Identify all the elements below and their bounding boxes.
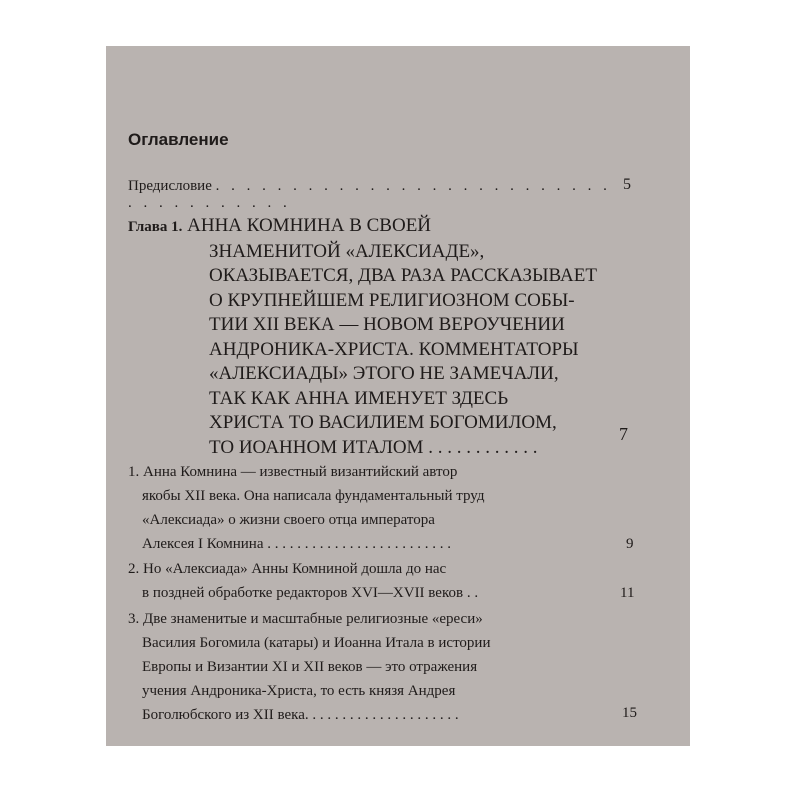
preface-label: Предисловие — [128, 178, 212, 194]
section-1-page-number: 9 — [626, 536, 634, 552]
section-line: в поздней обработке редакторов XVI—XVII веков . . — [142, 585, 479, 601]
section-line: учения Андроника-Христа, то есть князя Андрея — [142, 683, 456, 699]
toc-heading: Оглавление — [128, 130, 229, 149]
chapter-lead: Глава 1. — [128, 219, 183, 235]
section-line: 2. Но «Алексиада» Анны Комниной дошла до нас — [128, 561, 447, 577]
chapter-line: АНДРОНИКА-ХРИСТА. КОММЕНТАТОРЫ — [209, 338, 579, 360]
section-2-page-number: 11 — [620, 585, 635, 601]
chapter-line: ТО ИОАННОМ ИТАЛОМ . . . . . . . . . . . . — [209, 436, 538, 458]
toc-entry-preface[interactable] — [128, 176, 631, 212]
chapter-line: ЗНАМЕНИТОЙ «АЛЕКСИАДЕ», — [209, 240, 485, 262]
book-page — [106, 46, 690, 746]
toc-entry-section-3[interactable] — [128, 607, 637, 727]
section-line: Боголюбского из XII века. . . . . . . . . . . . . . . . . . . . . — [142, 707, 459, 723]
chapter-1-page-number: 7 — [619, 424, 628, 444]
preface-dots: . . . . . . . . . . . . . . . . . . . . . . . . . . . . . . . . . . . . . — [128, 178, 611, 211]
toc-entry-section-1[interactable] — [128, 460, 634, 556]
section-line: Василия Богомила (катары) и Иоанна Итала в истории — [142, 635, 491, 651]
section-3-page-number: 15 — [622, 705, 637, 721]
section-line: 1. Анна Комнина — известный византийский автор — [128, 464, 458, 480]
chapter-line: АННА КОМНИНА В СВОЕЙ — [187, 215, 432, 236]
section-line: «Алексиада» о жизни своего отца императора — [142, 512, 435, 528]
chapter-line: ХРИСТА ТО ВАСИЛИЕМ БОГОМИЛОМ, — [209, 412, 557, 433]
toc-entry-section-2[interactable] — [128, 557, 635, 605]
section-line: 3. Две знаменитые и масштабные религиозные «ереси» — [128, 611, 483, 627]
chapter-line: ОКАЗЫВАЕТСЯ, ДВА РАЗА РАССКАЗЫВАЕТ — [209, 265, 597, 286]
chapter-line: О КРУПНЕЙШЕМ РЕЛИГИОЗНОМ СОБЫ- — [209, 289, 575, 311]
chapter-line: ТАК КАК АННА ИМЕНУЕТ ЗДЕСЬ — [209, 387, 509, 409]
toc-entry-chapter-1[interactable] — [128, 214, 628, 460]
preface-page-number: 5 — [623, 176, 631, 193]
section-line: Алексея I Комнина . . . . . . . . . . . . . . . . . . . . . . . . . — [142, 536, 451, 552]
chapter-title-line — [128, 214, 628, 240]
section-line: Европы и Византии XI и XII веков — это отражения — [142, 659, 478, 675]
chapter-line: «АЛЕКСИАДЫ» ЭТОГО НЕ ЗАМЕЧАЛИ, — [209, 363, 559, 384]
section-line: якобы XII века. Она написала фундаментальный труд — [142, 488, 485, 504]
chapter-line: ТИИ XII ВЕКА — НОВОМ ВЕРОУЧЕНИИ — [209, 314, 565, 335]
